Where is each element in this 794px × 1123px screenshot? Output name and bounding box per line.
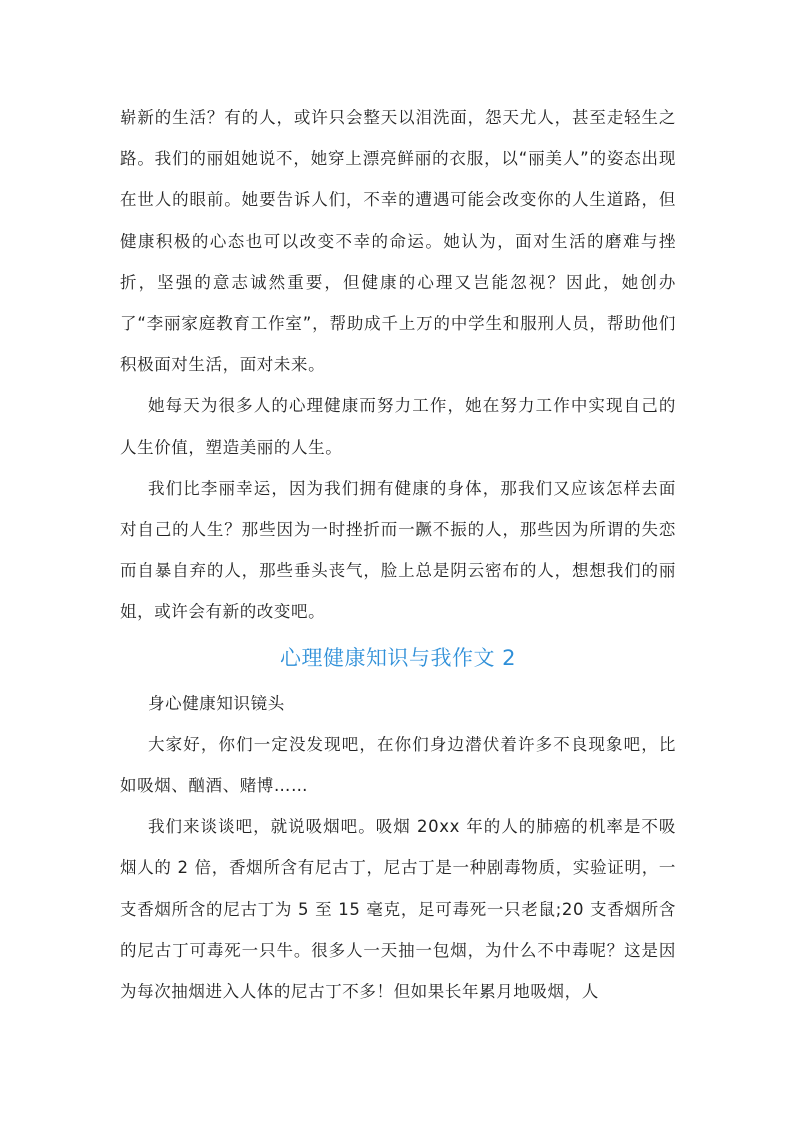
document-body bbox=[120, 97, 676, 1012]
section-heading: 心理健康知识与我作文 2 bbox=[279, 645, 517, 670]
paragraph-greeting: 大家好，你们一定没发现吧，在你们身边潜伏着许多不良现象吧，比如吸烟、酗酒、赌博…… bbox=[120, 734, 676, 796]
paragraph-story-continuation: 崭新的生活？有的人，或许只会整天以泪洗面，怨天尤人，甚至走轻生之路。我们的丽姐她说不，她穿上漂亮鲜丽的衣服，以“丽美人”的姿态出现在世人的眼前。她要告诉人们，不幸的遭遇可能会改变你的人生道路，但健康积极的心态也可以改变不幸的命运。她认为，面对生活的磨难与挫折，坚强的意志诚然重要，但健康的心理又岂能忽视？因此，她创办了“李丽家庭教育工作室”，帮助成千上万的中学生和服刑人员，帮助他们积极面对生活，面对未来。 bbox=[120, 108, 676, 375]
paragraph-smoking: 我们来谈谈吧，就说吸烟吧。吸烟 20xx 年的人的肺癌的机率是不吸烟人的 2 倍，香烟所含有尼古丁，尼古丁是一种剧毒物质，实验证明，一支香烟所含的尼古丁为 5 至 15 毫克，足可毒死一只老鼠;20 支香烟所含的尼古丁可毒死一只牛。很多人一天抽一包烟，为什么不中毒呢？这是因为每次抽烟进入人体的尼古丁不多！但如果长年累月地吸烟，人 bbox=[120, 817, 676, 1002]
paragraph-subtitle: 身心健康知识镜头 bbox=[148, 693, 285, 713]
paragraph-our-fortune: 我们比李丽幸运，因为我们拥有健康的身体，那我们又应该怎样去面对自己的人生？那些因为一时挫折而一蹶不振的人，那些因为所谓的失恋而自暴自弃的人，那些垂头丧气，脸上总是阴云密布的人，想想我们的丽姐，或许会有新的改变吧。 bbox=[120, 478, 676, 622]
paragraph-her-work: 她每天为很多人的心理健康而努力工作，她在努力工作中实现自己的人生价值，塑造美丽的人生。 bbox=[120, 396, 676, 457]
